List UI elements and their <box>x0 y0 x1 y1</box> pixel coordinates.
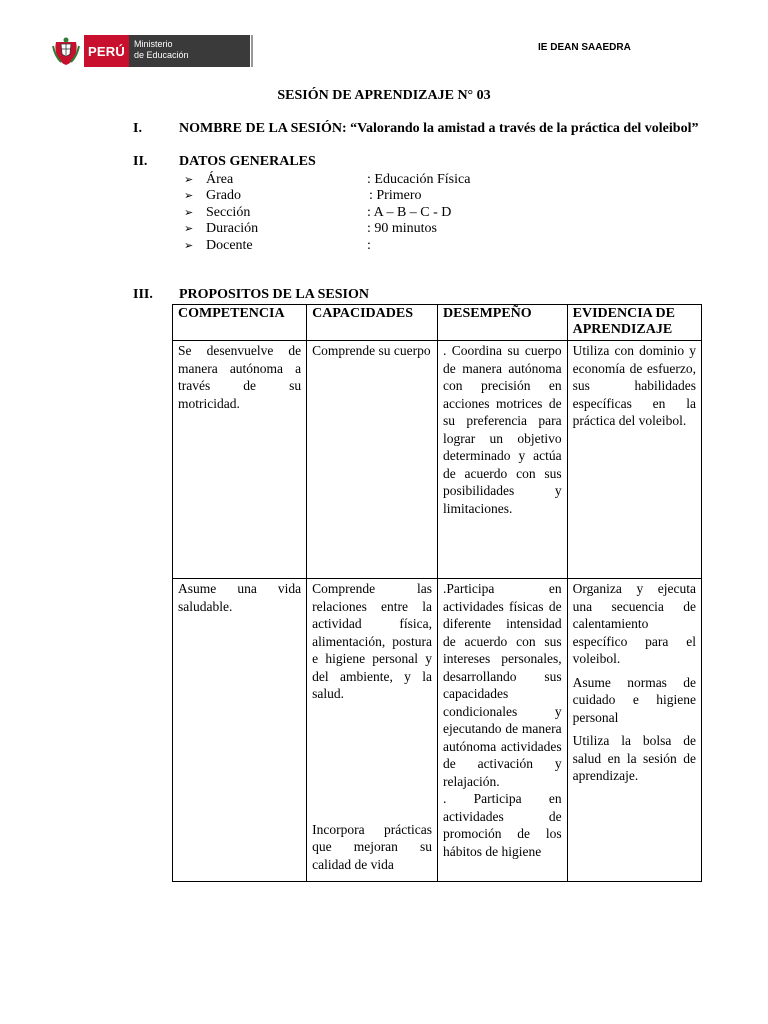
capacidad-paragraph: Incorpora prácticas que mejoran su calidad de vida <box>312 821 432 872</box>
general-item-value: : 90 minutos <box>367 221 438 236</box>
purposes-table <box>172 304 702 882</box>
cell-competencia: Se desenvuelve de manera autónoma a través de su motricidad. <box>173 341 307 579</box>
header-desempeno: DESEMPEÑO <box>438 305 568 341</box>
general-item-value: : Primero <box>369 188 422 203</box>
cell-evidencia: Utiliza con dominio y economía de esfuerzo, sus habilidades específicas en la práctica del voleibol. <box>567 341 701 579</box>
header-evidencia: EVIDENCIA DE APRENDIZAJE <box>567 305 701 341</box>
section-1-number: I. <box>133 121 142 136</box>
evidencia-paragraph: Organiza y ejecuta una secuencia de calentamiento específico para el voleibol. <box>572 581 696 666</box>
general-item-value: : A – B – C - D <box>367 205 452 220</box>
logo-ministry-label <box>129 35 250 67</box>
general-item-area <box>184 171 233 188</box>
general-item-label: Sección <box>206 205 251 220</box>
general-item-duracion <box>184 220 258 237</box>
general-item-grado <box>184 187 241 204</box>
peru-coat-of-arms-icon <box>52 36 80 66</box>
general-item-value: : <box>367 238 371 253</box>
general-item-label: Grado <box>206 188 241 203</box>
general-item-label: Duración <box>206 221 259 236</box>
general-item-value: : Educación Física <box>367 172 471 187</box>
evidencia-paragraph: Asume normas de cuidado e higiene personal <box>572 674 696 725</box>
logo-divider <box>251 35 253 67</box>
general-item-docente <box>184 237 253 254</box>
arrow-bullet-icon: ➢ <box>184 239 194 252</box>
arrow-bullet-icon: ➢ <box>184 222 194 235</box>
section-1-text <box>179 121 699 137</box>
desempeno-paragraph: . Participa en actividades de promoción de los hábitos de higiene <box>443 791 562 859</box>
school-name: IE DEAN SAAEDRA <box>538 42 631 53</box>
logo-ministry-line2: de Educación <box>134 50 189 60</box>
capacidad-paragraph: Comprende las relaciones entre la actividad física, alimentación, postura e higiene personal y del ambiente, y la salud. <box>312 581 432 701</box>
page-title: SESIÓN DE APRENDIZAJE N° 03 <box>277 88 491 103</box>
arrow-bullet-icon: ➢ <box>184 206 194 219</box>
cell-desempeno <box>438 579 568 882</box>
general-item-seccion <box>184 204 250 221</box>
cell-desempeno: . Coordina su cuerpo de manera autónoma con precisión en acciones motrices de su preferencia para lograr un objetivo determinado y actúa de acuerdo con sus posibilidades y limitaciones. <box>438 341 568 579</box>
cell-competencia: Asume una vida saludable. <box>173 579 307 882</box>
arrow-bullet-icon: ➢ <box>184 189 194 202</box>
section-3-label: PROPOSITOS DE LA SESION <box>179 287 369 302</box>
session-name: “Valorando la amistad a través de la práctica del voleibol” <box>350 121 699 136</box>
section-2-number: II. <box>133 154 148 169</box>
logo-ministry-line1: Ministerio <box>134 39 173 49</box>
evidencia-paragraph: Utiliza la bolsa de salud en la sesión de aprendizaje. <box>572 733 696 783</box>
general-item-label: Área <box>206 172 234 187</box>
logo-peru-label: PERÚ <box>84 35 129 67</box>
cell-capacidad: Comprende su cuerpo <box>307 341 438 579</box>
section-2-label: DATOS GENERALES <box>179 154 316 169</box>
cell-capacidades <box>307 579 438 882</box>
table-header-row <box>173 305 702 341</box>
section-3-number: III. <box>133 287 153 302</box>
table-row <box>173 579 702 882</box>
cell-evidencia <box>567 579 701 882</box>
header-competencia: COMPETENCIA <box>173 305 307 341</box>
arrow-bullet-icon: ➢ <box>184 173 194 186</box>
section-1-label: NOMBRE DE LA SESIÓN: <box>179 121 347 136</box>
desempeno-paragraph: .Participa en actividades físicas de diferente intensidad de acuerdo con sus intereses personales, desarrollando sus capacidades condicionales y ejecutando de manera autónoma actividades de activación y relajación. <box>443 581 562 789</box>
table-row <box>173 341 702 579</box>
general-item-label: Docente <box>206 238 253 253</box>
header-capacidades: CAPACIDADES <box>307 305 438 341</box>
